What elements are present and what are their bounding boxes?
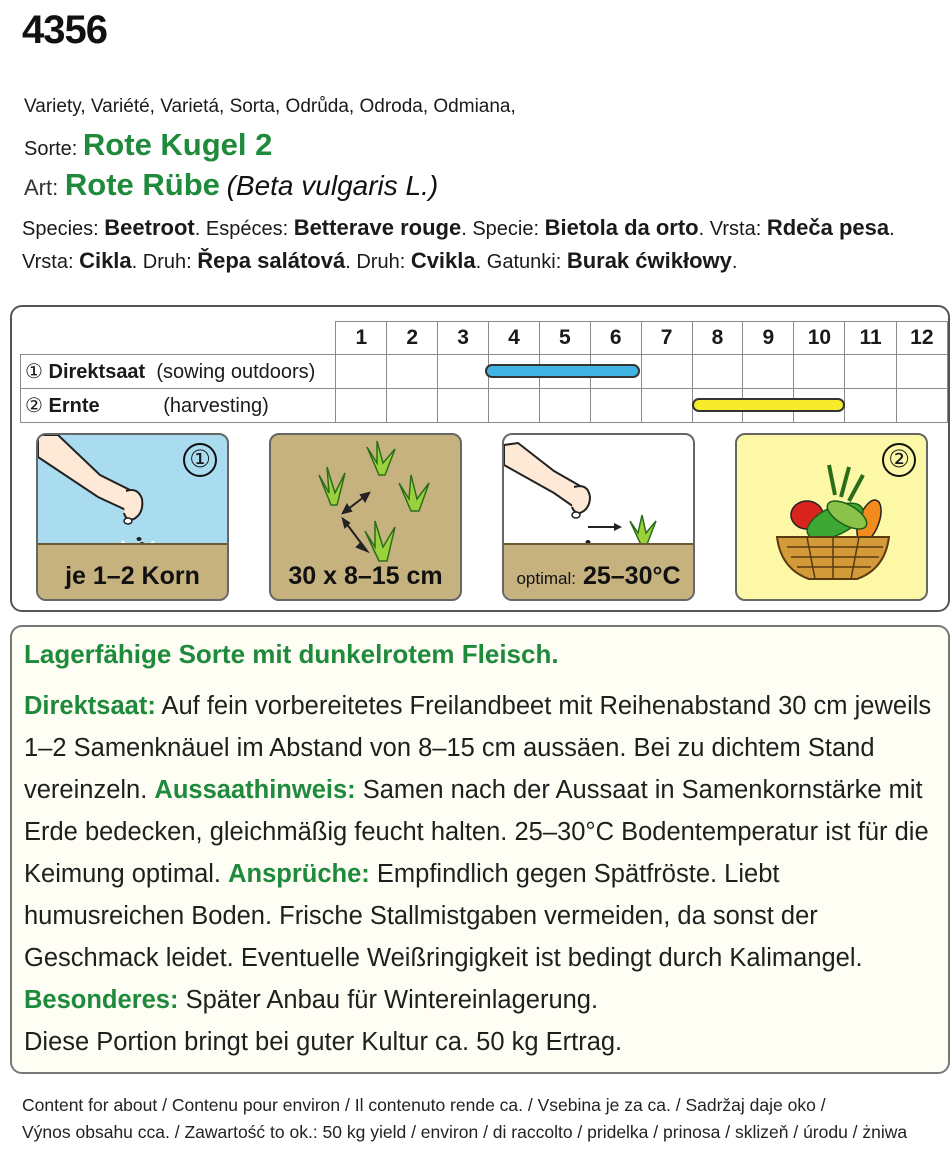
direktsaat-label: Direktsaat: — [24, 692, 156, 720]
ansprueche-text: Empfindlich gegen Spätfröste. Liebt humusreichen Boden. Frische Stallmistgaben vermeiden, da sonst der Geschmack leidet. Eventuelle Weißringigkeit ist bedingt durch Kalimangel. — [24, 860, 863, 972]
besonderes-text: Später Anbau für Wintereinlagerung. — [178, 986, 599, 1014]
panel-harvest — [735, 433, 928, 601]
calendar-header-row — [21, 322, 948, 355]
panel-sowing — [36, 433, 229, 601]
row-spacing: 30 x 8–15 cm — [288, 562, 443, 590]
portion-text: Diese Portion bringt bei guter Kultur ca. 50 kg Ertrag. — [24, 1028, 623, 1056]
species-label: Species: — [22, 218, 99, 240]
calendar-row-sowing — [21, 355, 948, 389]
month-cell: 9 — [743, 322, 794, 355]
month-cell: 5 — [539, 322, 590, 355]
temp-prefix: optimal: — [516, 569, 576, 588]
species-label: Druh: — [356, 251, 406, 273]
art-latin: (Beta vulgaris L.) — [226, 170, 439, 201]
species-name: Bietola da orto — [544, 215, 699, 240]
species-label: Espéces: — [205, 218, 289, 240]
description-body — [24, 685, 942, 1063]
variety-line: Variety, Variété, Varietá, Sorta, Odrůda, Odroda, Odmiana, — [24, 96, 516, 117]
row-name: Direktsaat — [48, 361, 146, 383]
besonderes-label: Besonderes: — [24, 986, 179, 1014]
species-list: Species: Beetroot. Espéces: Betterave rouge. Specie: Bietola da orto. Vrsta: Rdeča pesa. Vrsta: Cikla. Druh: Řepa salátová. Druh: Cvikla. Gatunki: Burak ćwikłowy. — [22, 215, 895, 273]
month-cell: 7 — [641, 322, 692, 355]
species-name: Beetroot — [104, 215, 195, 240]
art-label: Art: — [24, 175, 59, 200]
species-name: Rdeča pesa — [766, 215, 890, 240]
month-cell: 2 — [387, 322, 438, 355]
sorte-name: Rote Kugel 2 — [82, 127, 273, 162]
footer-line-2: Výnos obsahu cca. / Zawartość to ok.: 50 kg yield / environ / di raccolto / pridelka / prinosa / sklizeň / úrodu / żniwa — [22, 1122, 908, 1142]
panel-germination — [502, 433, 695, 601]
month-cell: 12 — [896, 322, 947, 355]
hinweis-text: Samen nach der Aussaat in Samenkornstärke mit Erde bedecken, gleichmäßig feucht halten. 25–30°C Bodentemperatur ist für die Keimung optimal. — [24, 776, 929, 888]
hinweis-label: Aussaathinweis: — [154, 776, 356, 804]
harvest-period-bar — [692, 398, 845, 412]
sorte-label: Sorte: — [24, 138, 78, 160]
sowing-period-bar — [485, 364, 640, 378]
row-marker: ① — [25, 361, 43, 383]
ansprueche-label: Ansprüche: — [228, 860, 370, 888]
content-footer — [22, 1092, 947, 1146]
month-cell: 6 — [590, 322, 641, 355]
art-name: Rote Rübe — [64, 167, 220, 202]
direktsaat-text: Auf fein vorbereitetes Freilandbeet mit Reihenabstand 30 cm jeweils 1–2 Samenknäuel im Abstand von 8–15 cm aussäen. Bei zu dichtem Stand vereinzeln. — [24, 692, 932, 804]
seeds-per-spot: je 1–2 Korn — [65, 562, 200, 590]
species-name: Burak ćwikłowy — [566, 248, 732, 273]
sowing-calendar — [10, 305, 950, 612]
month-cell: 3 — [438, 322, 489, 355]
step-marker: ① — [183, 443, 217, 477]
step-marker: ② — [882, 443, 916, 477]
species-name: Cvikla — [410, 248, 476, 273]
species-label: Specie: — [472, 218, 540, 240]
footer-line-1: Content for about / Contenu pour environ / Il contenuto rende ca. / Vsebina je za ca. / Sadržaj daje oko / — [22, 1095, 826, 1115]
month-cell: 1 — [336, 322, 387, 355]
panel-spacing — [269, 433, 462, 601]
species-label: Gatunki: — [486, 251, 562, 273]
month-cell: 4 — [489, 322, 540, 355]
sorte-line — [24, 127, 272, 163]
description-title: Lagerfähige Sorte mit dunkelrotem Fleisch. — [24, 639, 559, 669]
species-name: Cikla — [79, 248, 132, 273]
row-marker: ② — [25, 395, 43, 417]
row-translation: (harvesting) — [163, 395, 269, 417]
species-label: Vrsta: — [22, 251, 74, 273]
art-line — [24, 167, 438, 203]
packet-number: 4356 — [22, 8, 107, 52]
month-cell: 8 — [692, 322, 743, 355]
species-name: Betterave rouge — [293, 215, 462, 240]
species-name: Řepa salátová — [197, 248, 346, 273]
description-box — [10, 625, 950, 1074]
temp-value: 25–30°C — [582, 562, 681, 590]
germination-temperature — [504, 562, 693, 591]
row-name: Ernte — [48, 395, 100, 417]
species-label: Druh: — [142, 251, 192, 273]
species-label: Vrsta: — [709, 218, 762, 240]
month-cell: 11 — [845, 322, 896, 355]
row-translation: (sowing outdoors) — [156, 361, 316, 383]
month-cell: 10 — [794, 322, 845, 355]
